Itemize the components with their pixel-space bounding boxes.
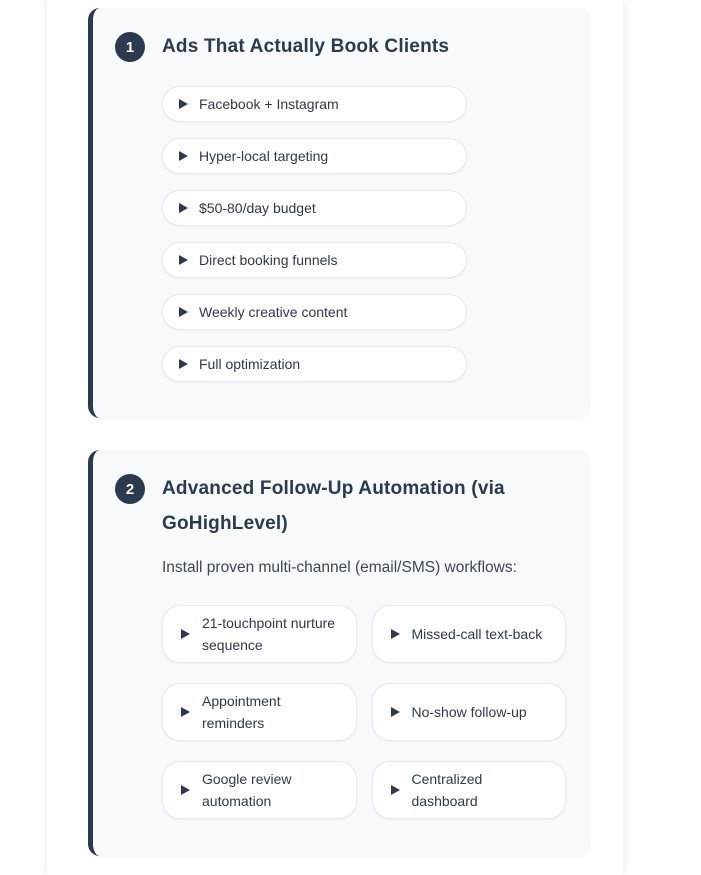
- feature-item-label: Weekly creative content: [199, 304, 348, 320]
- play-icon: [181, 629, 190, 639]
- feature-item-label: Facebook + Instagram: [199, 96, 339, 112]
- play-icon: [391, 629, 400, 639]
- feature-item[interactable]: [162, 190, 467, 226]
- play-icon: [179, 255, 188, 265]
- workflow-item[interactable]: [372, 761, 567, 819]
- workflow-item[interactable]: [372, 605, 567, 663]
- section-title: Ads That Actually Book Clients: [162, 36, 450, 57]
- section-title: Advanced Follow-Up Automation (via GoHighLevel): [162, 478, 505, 534]
- play-icon: [179, 307, 188, 317]
- workflow-item-label: 21-touchpoint nurture sequence: [202, 615, 336, 653]
- feature-list: [162, 86, 467, 382]
- section-card-automation: [88, 450, 590, 856]
- workflow-item[interactable]: [162, 605, 357, 663]
- play-icon: [181, 707, 190, 717]
- feature-item-label: Hyper-local targeting: [199, 148, 329, 164]
- play-icon: [179, 151, 188, 161]
- step-number-badge: 1: [115, 32, 145, 62]
- section-card-ads: [88, 8, 590, 418]
- play-icon: [181, 785, 190, 795]
- play-icon: [391, 785, 400, 795]
- workflow-grid: [162, 605, 566, 819]
- feature-item[interactable]: [162, 294, 467, 330]
- workflow-item[interactable]: [372, 683, 567, 741]
- section-header: [115, 32, 566, 64]
- feature-item[interactable]: [162, 242, 467, 278]
- feature-item-label: $50-80/day budget: [199, 200, 316, 216]
- feature-item[interactable]: [162, 86, 467, 122]
- section-subtitle: Install proven multi-channel (email/SMS) workflows:: [162, 559, 517, 576]
- workflow-item-label: Centralized dashboard: [411, 771, 483, 809]
- workflow-item-label: Missed-call text-back: [411, 626, 543, 642]
- play-icon: [391, 707, 400, 717]
- workflow-item-label: No-show follow-up: [411, 704, 527, 720]
- feature-item-label: Full optimization: [199, 356, 301, 372]
- workflow-item-label: Appointment reminders: [202, 693, 281, 731]
- feature-item[interactable]: [162, 346, 467, 382]
- feature-item-label: Direct booking funnels: [199, 252, 338, 268]
- play-icon: [179, 359, 188, 369]
- workflow-item[interactable]: [162, 761, 357, 819]
- workflow-item-label: Google review automation: [202, 771, 292, 809]
- play-icon: [179, 203, 188, 213]
- workflow-item[interactable]: [162, 683, 357, 741]
- feature-item[interactable]: [162, 138, 467, 174]
- content-panel: [47, 0, 623, 875]
- step-number-badge: 2: [115, 474, 145, 504]
- section-header: [115, 474, 566, 541]
- play-icon: [179, 99, 188, 109]
